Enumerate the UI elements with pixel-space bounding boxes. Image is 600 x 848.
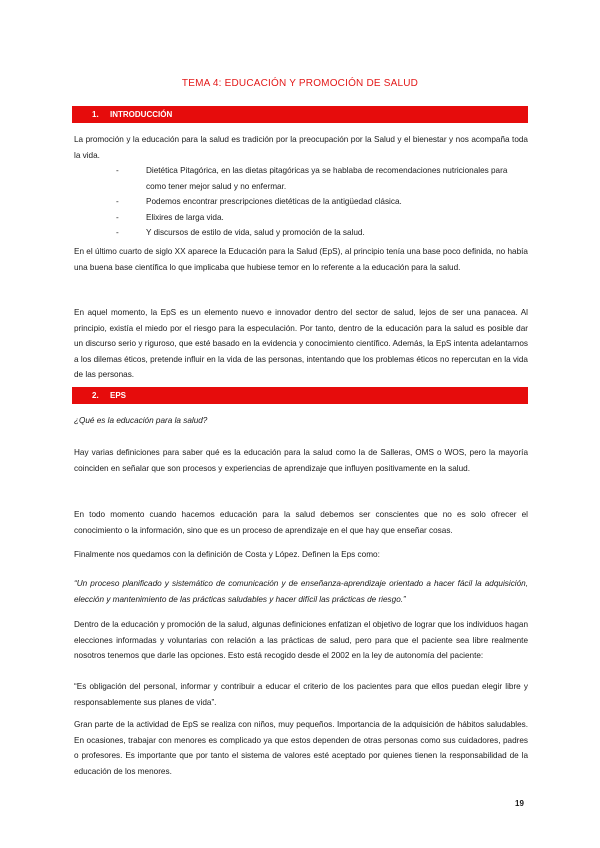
section-label: EPS xyxy=(110,391,127,400)
bullet-text: Dietética Pitagórica, en las dietas pitagóricas ya se hablaba de recomendaciones nutricionales para como tener mejor salud y no enfermar. xyxy=(146,166,508,191)
section-number: 2. xyxy=(92,391,99,400)
eps-quote-definition: “Un proceso planificado y sistemático de comunicación y de enseñanza-aprendizaje orientado a hacer fácil la adquisición, elección y mantenimiento de las prácticas saludables y hacer difícil las prácticas de riesgo.” xyxy=(74,579,528,604)
eps-paragraph-4: Dentro de la educación y promoción de la salud, algunas definiciones enfatizan el objetivo de lograr que los individuos hagan elecciones informadas y voluntarias con relación a las prácticas de salud, pero para que el paciente sea libre realmente nosotros tenemos que darle las opciones. Esto está recogido desde el 2002 en la ley de autonomía del paciente: xyxy=(74,620,528,661)
bullet-dash: - xyxy=(116,228,119,238)
eps-paragraph-6: Gran parte de la actividad de EpS se realiza con niños, muy pequeños. Importancia de la adquisición de hábitos saludables. En ocasiones, trabajar con menores es complicado ya que estos dependen de otras personas como sus cuidadores, padres o profesores. Es importante que por tanto el sistema de valores esté aceptado por quienes tienen la responsabilidad de la educación de los menores. xyxy=(74,720,528,776)
eps-paragraph-1: Hay varias definiciones para saber qué es la educación para la salud como la de Salleras, OMS o WOS, pero la mayoría coinciden en señalar que son procesos y experiencias de aprendizaje que influyen positivamente en la salud. xyxy=(74,448,528,473)
list-item xyxy=(74,210,528,226)
bullet-dash: - xyxy=(116,212,119,222)
intro-paragraph-2: En el último cuarto de siglo XX aparece la Educación para la Salud (EpS), al principio tenía una base poco definida, no había una buena base científica lo que implicaba que hubiese temor en lo referente a la educación para la salud. xyxy=(74,247,528,272)
section-label: INTRODUCCIÓN xyxy=(110,110,173,119)
bullet-text: Elixires de larga vida. xyxy=(146,212,224,222)
section-number: 1. xyxy=(92,110,99,119)
eps-question: ¿Qué es la educación para la salud? xyxy=(74,416,208,425)
document-title: TEMA 4: EDUCACIÓN Y PROMOCIÓN DE SALUD xyxy=(181,78,419,89)
eps-paragraph-3: Finalmente nos quedamos con la definición de Costa y López. Definen la Eps como: xyxy=(74,550,380,559)
list-item xyxy=(74,194,528,210)
list-item xyxy=(74,163,528,194)
eps-quote-law: “Es obligación del personal, informar y contribuir a educar el criterio de los pacientes para que ellos puedan elegir libre y responsablemente sus planes de vida”. xyxy=(74,682,528,707)
bullet-dash: - xyxy=(116,197,119,207)
intro-paragraph-1: La promoción y la educación para la salud es tradición por la preocupación por la Salud y el bienestar y nos acompaña toda la vida. xyxy=(74,135,528,160)
bullet-text: Podemos encontrar prescripciones dietéticas de la antigüedad clásica. xyxy=(146,197,402,207)
bullet-dash: - xyxy=(116,166,119,175)
section-header-introduccion xyxy=(72,106,528,123)
bullet-text: Y discursos de estilo de vida, salud y promoción de la salud. xyxy=(146,228,365,238)
intro-paragraph-3: En aquel momento, la EpS es un elemento nuevo e innovador dentro del sector de salud, lejos de ser una panacea. Al principio, existía el miedo por el riesgo para la especulación. Por tanto, dentro de la educación para la salud es posible dar un discurso serio y riguroso, que esté basado en la evidencia y conocimiento científico. Además, la EpS intenta adelantarnos a los dilemas éticos, pretende influir en la vida de las personas, intentando que los problemas éticos no repercutan en la vida de las personas. xyxy=(74,308,528,380)
eps-paragraph-2: En todo momento cuando hacemos educación para la salud debemos ser conscientes que no es solo ofrecer el conocimiento o la información, sino que es un proceso de aprendizaje en el que hay que enseñar cosas. xyxy=(74,510,528,535)
section-header-eps xyxy=(72,387,528,404)
intro-bullet-list xyxy=(74,163,528,241)
list-item xyxy=(74,225,528,241)
page-number: 19 xyxy=(515,799,524,808)
